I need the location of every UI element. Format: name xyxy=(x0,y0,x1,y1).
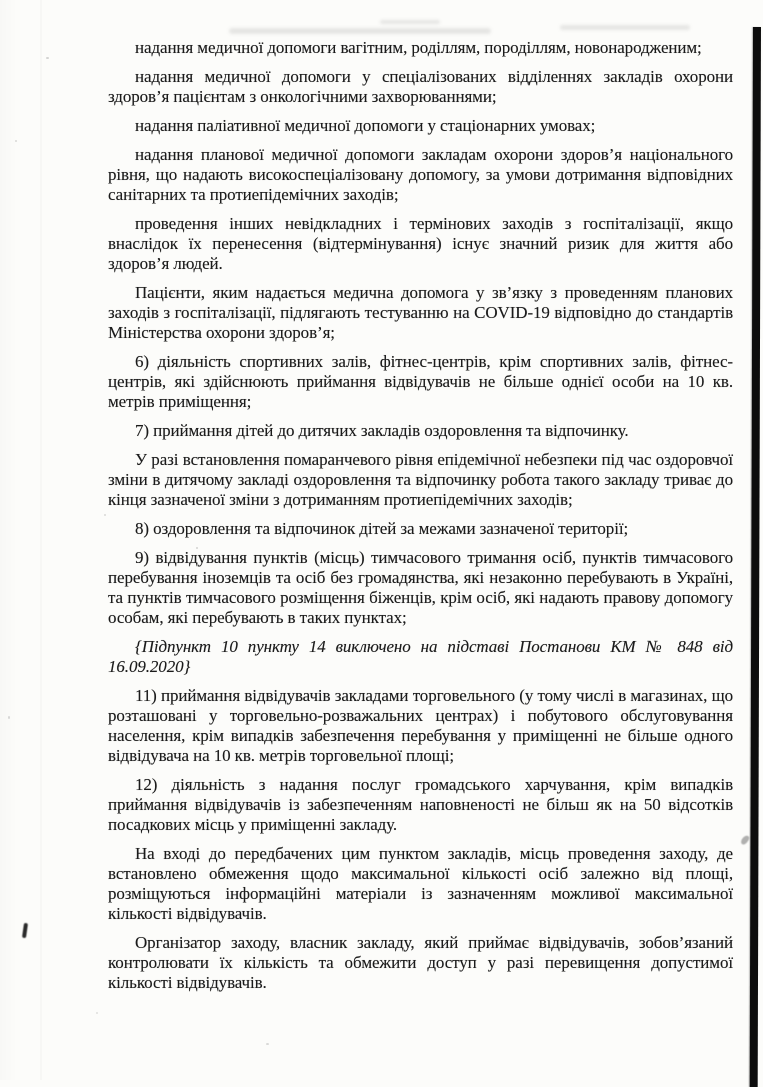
scan-speck xyxy=(104,514,106,516)
paragraph-item-12-catering: 12) діяльність з надання послуг громадського харчування, крім випадків приймання відвідувачів із забезпеченням наповненості не більш як на 50 відсотків посадкових місць у приміщенні закладу. xyxy=(108,775,733,834)
scan-bleedthrough-smudge xyxy=(380,20,440,24)
paragraph-item-11-retail: 11) приймання відвідувачів закладами торговельного (у тому числі в магазинах, що розташовані у торговельно-розважальних центрах) і побутового обслуговування населення, крім випадків забезпечення перебування у приміщенні не більше одного відвідувача на 10 кв. метрів торговельної площі; xyxy=(108,686,733,765)
scan-speck xyxy=(46,57,49,59)
scan-fold-line xyxy=(40,0,42,1080)
amendment-note-item-10-excluded: {Підпункт 10 пункту 14 виключено на підставі Постанови КМ № 848 від 16.09.2020} xyxy=(108,637,733,676)
scan-artifact-mark xyxy=(740,834,751,846)
scan-speck xyxy=(15,140,17,142)
paragraph-planned-medical-aid: надання планової медичної допомоги закладам охорони здоров’я національного рівня, що надають високоспеціалізовану допомогу, за умови дотримання відповідних санітарних та протиепідемічних заходів; xyxy=(108,145,733,204)
paragraph-item-8-children-rest: 8) оздоровлення та відпочинок дітей за межами зазначеної території; xyxy=(135,519,629,538)
paragraph-medical-aid-oncology: надання медичної допомоги у спеціалізованих відділеннях закладів охорони здоров’я пацієнтам з онкологічними захворюваннями; xyxy=(108,67,733,106)
paragraph-item-9-detention-points: 9) відвідування пунктів (місць) тимчасового тримання осіб, пунктів тимчасового перебування іноземців та осіб без громадянства, які незаконно перебувають в Україні, та пунктів тимчасового розміщення біженців, крім осіб, які надають правову допомогу особам, які перебувають в таких пунктах; xyxy=(108,548,733,627)
paragraph-item-7-children-camps: 7) приймання дітей до дитячих закладів оздоровлення та відпочинку. xyxy=(135,421,629,440)
scan-speck xyxy=(196,547,198,549)
paragraph-covid-testing: Пацієнти, яким надається медична допомога у зв’язку з проведенням планових заходів з госпіталізації, підлягають тестуванню на COVID-19 відповідно до стандартів Міністерства охорони здоров’я; xyxy=(108,283,733,342)
paragraph-medical-aid-pregnant: надання медичної допомоги вагітним, роділлям, породіллям, новонародженим; xyxy=(135,38,702,57)
scan-bleedthrough-smudge xyxy=(560,25,690,30)
paragraph-urgent-hospitalization: проведення інших невідкладних і термінових заходів з госпіталізації, якщо внаслідок їх перенесення (відтермінування) існує значний ризик для життя або здоров’я людей. xyxy=(108,214,733,273)
scan-bleedthrough-smudge xyxy=(229,28,491,34)
scan-binding-edge xyxy=(750,27,761,1087)
paragraph-entrance-info-materials: На вході до передбачених цим пунктом закладів, місць проведення заходу, де встановлено обмеження щодо максимальної кількості осіб залежно від площі, розміщуються інформаційні матеріали із зазначенням можливої максимальної кількості відвідувачів. xyxy=(108,844,733,923)
scan-speck xyxy=(96,1012,98,1014)
paragraph-orange-level-camps: У разі встановлення помаранчевого рівня епідемічної небезпеки під час оздоровчої зміни в дитячому закладі оздоровлення та відпочинку робота такого закладу триває до кінця зазначеної зміни з дотриманням протиепідемічних заходів; xyxy=(108,450,733,509)
paragraph-organizer-obligations: Організатор заходу, власник закладу, який приймає відвідувачів, зобов’язаний контролювати їх кількість та обмежити доступ у разі перевищення допустимої кількості відвідувачів. xyxy=(108,933,733,992)
scan-artifact-dash xyxy=(22,923,28,938)
scan-speck xyxy=(266,1043,269,1045)
document-text-block xyxy=(108,38,733,1002)
scan-speck xyxy=(8,716,10,719)
paragraph-item-6-gyms: 6) діяльність спортивних залів, фітнес-центрів, крім спортивних залів, фітнес-центрів, які здійснюють приймання відвідувачів не більше однієї особи на 10 кв. метрів приміщення; xyxy=(108,352,733,411)
paragraph-palliative-care: надання паліативної медичної допомоги у стаціонарних умовах; xyxy=(135,116,596,135)
